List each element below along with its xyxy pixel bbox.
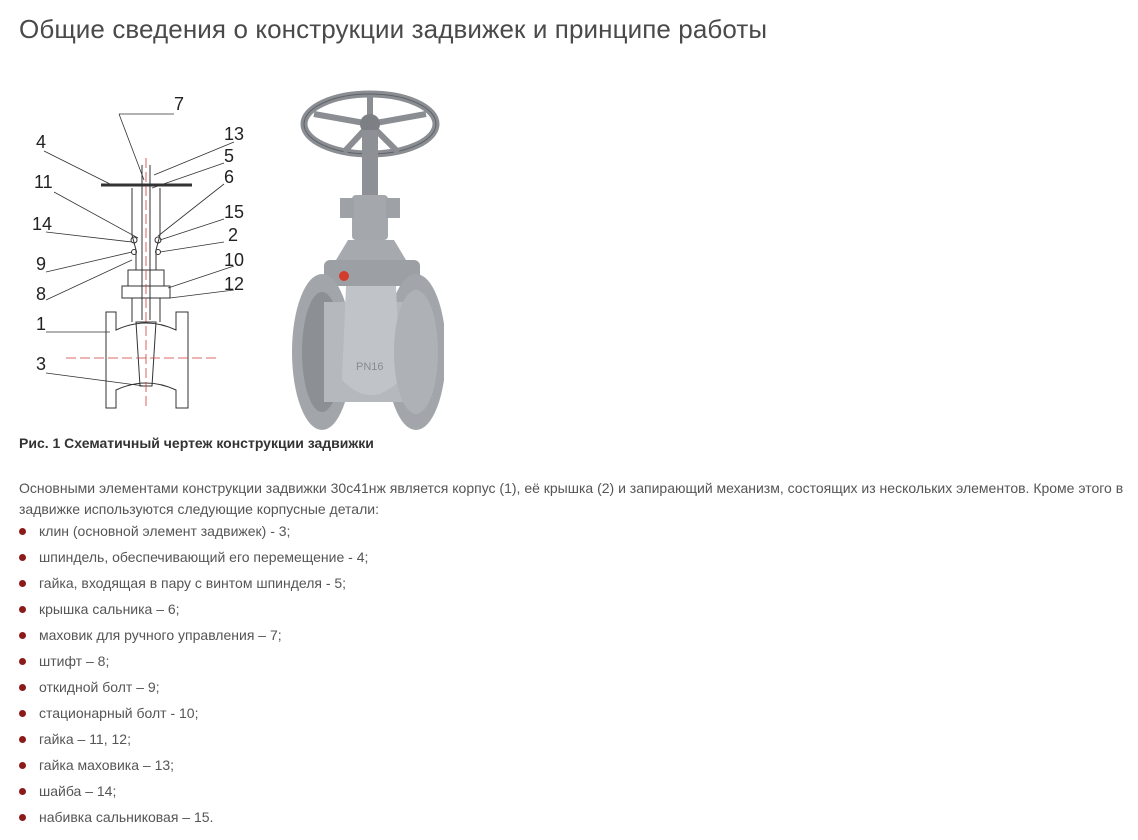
bullet-icon: [19, 684, 26, 691]
list-item: крышка сальника – 6;: [19, 598, 368, 624]
bullet-icon: [19, 632, 26, 639]
body-marking: PN16: [356, 361, 384, 373]
callout-7: 7: [174, 94, 185, 114]
list-item: набивка сальниковая – 15.: [19, 806, 368, 832]
valve-schematic-drawing: [24, 90, 444, 430]
list-item: гайка – 11, 12;: [19, 728, 368, 754]
parts-list: [19, 520, 368, 832]
figure-caption: Рис. 1 Схематичный чертеж конструкции задвижки: [19, 435, 374, 451]
callout-13: 13: [224, 124, 245, 144]
callout-3: 3: [36, 354, 47, 374]
callout-1: 1: [36, 314, 47, 334]
list-item: маховик для ручного управления – 7;: [19, 624, 368, 650]
callout-9: 9: [36, 254, 47, 274]
callout-15: 15: [224, 202, 245, 222]
page-title: Общие сведения о конструкции задвижек и принципе работы: [19, 14, 768, 44]
callout-8: 8: [36, 284, 47, 304]
callout-4: 4: [36, 132, 47, 152]
list-item: штифт – 8;: [19, 650, 368, 676]
list-item: гайка, входящая в пару с винтом шпинделя - 5;: [19, 572, 368, 598]
list-item: откидной болт – 9;: [19, 676, 368, 702]
valve-3d-image: [292, 94, 444, 430]
bullet-icon: [19, 788, 26, 795]
list-item: шпиндель, обеспечивающий его перемещение - 4;: [19, 546, 368, 572]
valve-figure: [24, 90, 444, 430]
list-item: шайба – 14;: [19, 780, 368, 806]
bullet-icon: [19, 658, 26, 665]
bullet-icon: [19, 554, 26, 561]
bullet-icon: [19, 736, 26, 743]
bullet-icon: [19, 710, 26, 717]
bullet-icon: [19, 606, 26, 613]
intro-paragraph: Основными элементами конструкции задвижки 30с41нж является корпус (1), её крышка (2) и запирающий механизм, состоящих из нескольких элементов. Кроме этого в задвижке используются следующие корпусные детали:: [19, 480, 1124, 517]
callout-2: 2: [228, 225, 239, 245]
list-item: гайка маховика – 13;: [19, 754, 368, 780]
callout-11: 11: [34, 172, 53, 192]
callout-10: 10: [224, 250, 245, 270]
bullet-icon: [19, 762, 26, 769]
callout-14: 14: [32, 214, 53, 234]
callout-12: 12: [224, 274, 245, 294]
list-item: стационарный болт - 10;: [19, 702, 368, 728]
bullet-icon: [19, 580, 26, 587]
callout-5: 5: [224, 146, 235, 166]
list-item: клин (основной элемент задвижек) - 3;: [19, 520, 368, 546]
bullet-icon: [19, 528, 26, 535]
callout-6: 6: [224, 167, 235, 187]
bullet-icon: [19, 814, 26, 821]
